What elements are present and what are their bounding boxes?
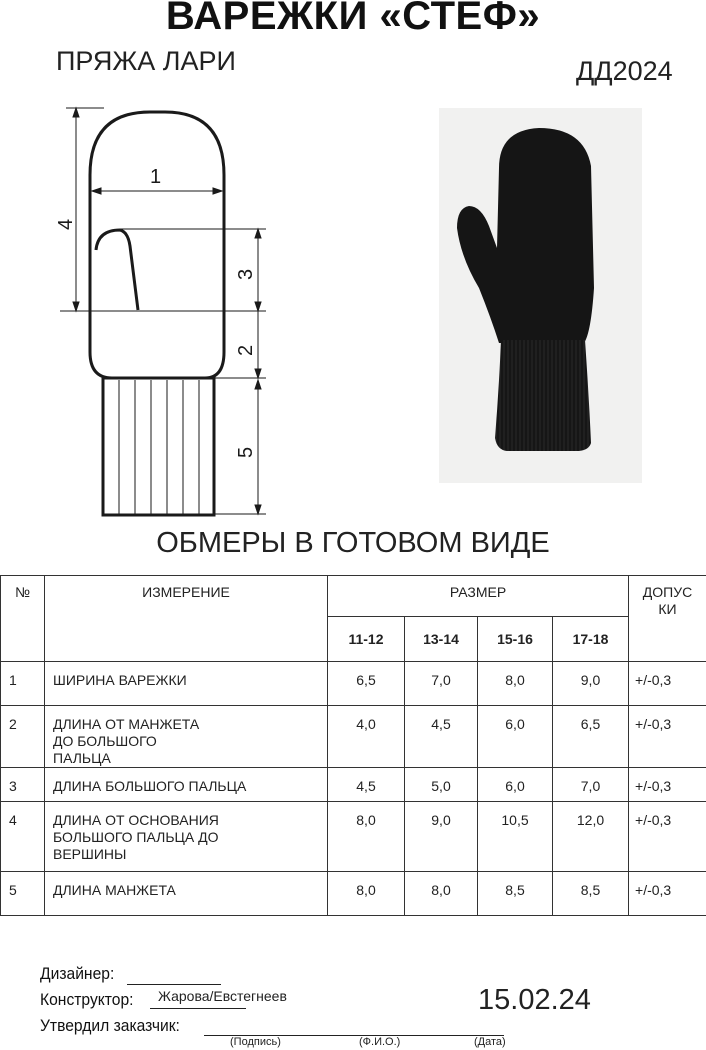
header-size: РАЗМЕР bbox=[328, 576, 629, 617]
table-row bbox=[1, 706, 706, 768]
measurements-table bbox=[0, 575, 706, 916]
row-tolerance: +/-0,3 bbox=[629, 802, 706, 872]
row-number: 5 bbox=[1, 872, 45, 916]
row-number: 2 bbox=[1, 706, 45, 768]
dimension-2-label: 2 bbox=[235, 344, 257, 356]
designer-label: Дизайнер: bbox=[40, 964, 115, 983]
row-number: 1 bbox=[1, 662, 45, 706]
row-label: ШИРИНА ВАРЕЖКИ bbox=[45, 662, 328, 706]
size-column: 15-16 bbox=[478, 617, 553, 662]
document-title: ВАРЕЖКИ «СТЕФ» bbox=[165, 0, 541, 38]
mitten-photo-cuff bbox=[495, 340, 591, 451]
row-value: 8,0 bbox=[328, 802, 405, 872]
row-tolerance: +/-0,3 bbox=[629, 662, 706, 706]
row-tolerance: +/-0,3 bbox=[629, 768, 706, 802]
row-value: 8,0 bbox=[478, 662, 553, 706]
table-row bbox=[1, 768, 706, 802]
row-value: 9,0 bbox=[405, 802, 478, 872]
row-tolerance: +/-0,3 bbox=[629, 872, 706, 916]
table-row bbox=[1, 802, 706, 872]
constructor-line bbox=[150, 1008, 246, 1009]
caption-signature: (Подпись) bbox=[230, 1036, 281, 1048]
row-value: 8,5 bbox=[553, 872, 629, 916]
thumb-outline bbox=[96, 230, 138, 310]
constructor-value: Жарова/Евстегнеев bbox=[158, 988, 287, 1004]
model-code: ДД2024 bbox=[576, 56, 673, 86]
row-value: 8,0 bbox=[328, 872, 405, 916]
mitten-outline bbox=[90, 112, 224, 378]
dimension-5-label: 5 bbox=[235, 446, 257, 458]
size-column: 17-18 bbox=[553, 617, 629, 662]
dimension-1-label: 1 bbox=[150, 166, 162, 188]
cuff-ribbing bbox=[119, 380, 199, 514]
header-no: № bbox=[1, 576, 45, 662]
header-measurement: ИЗМЕРЕНИЕ bbox=[45, 576, 328, 662]
row-number: 4 bbox=[1, 802, 45, 872]
size-column: 11-12 bbox=[328, 617, 405, 662]
row-value: 6,5 bbox=[328, 662, 405, 706]
row-value: 10,5 bbox=[478, 802, 553, 872]
row-value: 6,0 bbox=[478, 768, 553, 802]
header-tolerance: ДОПУС КИ bbox=[629, 576, 706, 662]
row-label: ДЛИНА ОТ ОСНОВАНИЯ БОЛЬШОГО ПАЛЬЦА ДО ВЕРШИНЫ bbox=[45, 802, 328, 872]
designer-line bbox=[127, 984, 221, 985]
constructor-label: Конструктор: bbox=[40, 990, 134, 1009]
size-column: 13-14 bbox=[405, 617, 478, 662]
row-label: ДЛИНА МАНЖЕТА bbox=[45, 872, 328, 916]
row-value: 4,0 bbox=[328, 706, 405, 768]
yarn-name: ПРЯЖА ЛАРИ bbox=[56, 46, 236, 76]
caption-date: (Дата) bbox=[474, 1036, 506, 1048]
table-row bbox=[1, 872, 706, 916]
row-value: 8,0 bbox=[405, 872, 478, 916]
row-label: ДЛИНА ОТ МАНЖЕТА ДО БОЛЬШОГО ПАЛЬЦА bbox=[45, 706, 328, 768]
row-value: 7,0 bbox=[553, 768, 629, 802]
row-value: 5,0 bbox=[405, 768, 478, 802]
document-date: 15.02.24 bbox=[478, 984, 591, 1016]
row-tolerance: +/-0,3 bbox=[629, 706, 706, 768]
row-number: 3 bbox=[1, 768, 45, 802]
mitten-technical-sketch bbox=[0, 95, 300, 525]
row-value: 6,0 bbox=[478, 706, 553, 768]
row-value: 8,5 bbox=[478, 872, 553, 916]
row-value: 6,5 bbox=[553, 706, 629, 768]
row-value: 4,5 bbox=[405, 706, 478, 768]
dimension-1 bbox=[92, 188, 222, 194]
dimension-3-label: 3 bbox=[235, 268, 257, 280]
cuff-outline bbox=[103, 378, 214, 515]
approved-label: Утвердил заказчик: bbox=[40, 1016, 180, 1035]
caption-name: (Ф.И.О.) bbox=[359, 1036, 401, 1048]
dimension-4-label: 4 bbox=[55, 218, 77, 230]
product-photo bbox=[439, 108, 642, 483]
row-value: 12,0 bbox=[553, 802, 629, 872]
row-value: 9,0 bbox=[553, 662, 629, 706]
row-value: 7,0 bbox=[405, 662, 478, 706]
measurements-title: ОБМЕРЫ В ГОТОВОМ ВИДЕ bbox=[156, 527, 550, 559]
row-label: ДЛИНА БОЛЬШОГО ПАЛЬЦА bbox=[45, 768, 328, 802]
row-value: 4,5 bbox=[328, 768, 405, 802]
table-row bbox=[1, 662, 706, 706]
